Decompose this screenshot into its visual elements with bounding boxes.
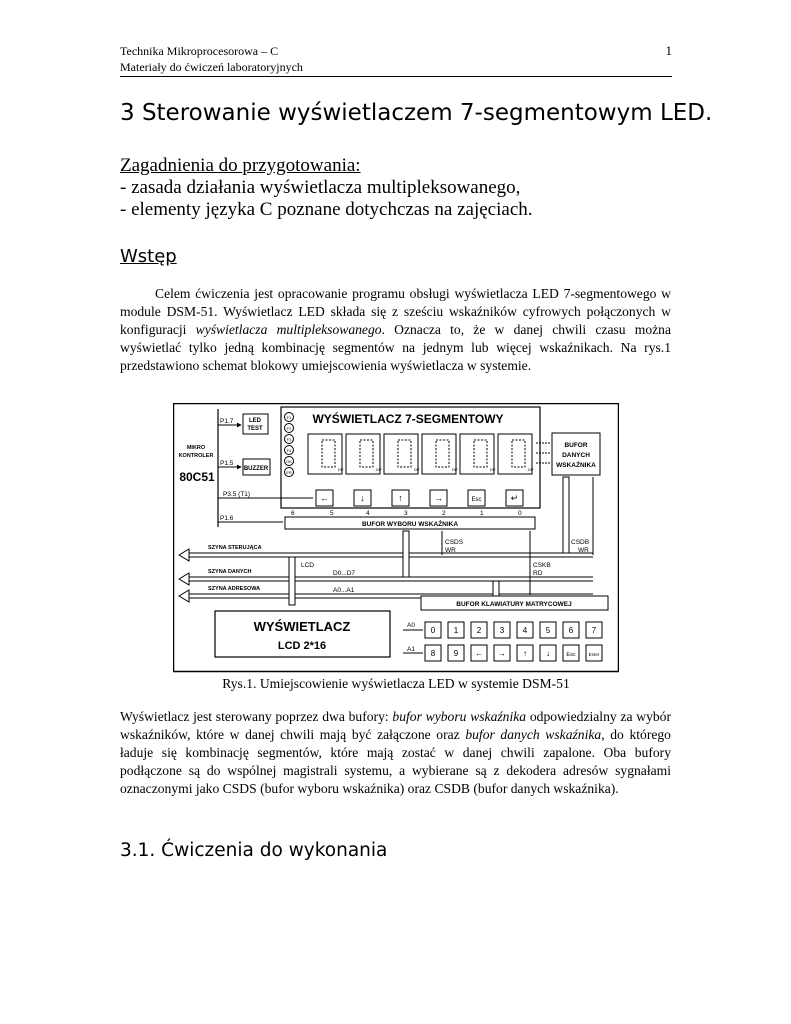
header-line-2: Materiały do ćwiczeń laboratoryjnych	[120, 60, 303, 74]
signal-label: CSDS	[445, 539, 464, 546]
preparation-item: - zasada działania wyświetlacza multipleksowanego,	[120, 177, 521, 198]
figure-caption: Rys.1. Umiejscowienie wyświetlacza LED w systemie DSM-51	[222, 676, 570, 691]
mcu-chip: 80C51	[179, 470, 215, 484]
preparation-heading: Zagadnienia do przygotowania:	[120, 155, 361, 176]
svg-text:3: 3	[404, 510, 408, 517]
port-label: P1.7	[220, 418, 234, 425]
led-test-label: LED	[249, 418, 261, 424]
svg-text:↓: ↓	[546, 649, 550, 658]
intro-emphasis: wyświetlacza multipleksowanego	[195, 322, 382, 337]
svg-text:←: ←	[475, 649, 483, 658]
preparation-block	[120, 155, 533, 221]
bus-label: SZYNA DANYCH	[208, 569, 252, 575]
svg-text:↑: ↑	[523, 649, 527, 658]
data-buffer-label: WSKAŹNIKA	[556, 462, 596, 469]
svg-text:1: 1	[480, 510, 484, 517]
svg-text:F4: F4	[286, 448, 292, 453]
bus-label: SZYNA STERUJĄCA	[208, 545, 262, 551]
intro-text: . Oznacza to, że w danej chwili czasu można wyświetlać tylko jedną kombinację segmentów na jednym lub więcej wskaźnikach. Na rys.1 przedstawiono schemat blokowy umiejscowienia wyświetlacza w systemie.	[120, 322, 671, 373]
buzzer-label: BUZZER	[243, 466, 269, 472]
page-header	[120, 43, 672, 75]
signal-label: RD	[533, 570, 543, 577]
body-paragraph	[120, 708, 671, 798]
mcu-label: MIKRO	[186, 445, 206, 451]
body-emphasis: bufor danych wskaźnika	[465, 727, 602, 742]
svg-text:DP: DP	[452, 467, 458, 472]
svg-text:DP: DP	[414, 467, 420, 472]
data-buffer-label: BUFOR	[564, 442, 588, 449]
signal-label: A1	[407, 646, 415, 653]
svg-text:Esc: Esc	[566, 652, 576, 658]
block-diagram	[173, 403, 619, 673]
svg-text:9: 9	[453, 649, 459, 658]
page-number: 1	[665, 43, 672, 58]
svg-text:6: 6	[568, 626, 574, 635]
led-display-label: WYŚWIETLACZ 7-SEGMENTOWY	[312, 412, 504, 426]
svg-text:DP: DP	[376, 467, 382, 472]
svg-text:8: 8	[430, 649, 436, 658]
svg-text:ER: ER	[286, 470, 292, 475]
port-label: P3.5 (T1)	[223, 491, 251, 498]
svg-text:4: 4	[522, 626, 528, 635]
svg-text:2: 2	[476, 626, 482, 635]
body-text: , do którego ładuje się kombinację segmentów, które mają zostać w danej chwili zapalone. Oba bufory podłączone są do wspólnej magistrali systemu, a wybierane są z dekodera adresów sygnałami oznaczonymi jako CSDS (bufor wyboru wskaźnika) oraz CSDB (bufor danych wskaźnika).	[120, 727, 671, 796]
svg-text:F3: F3	[286, 437, 292, 442]
svg-text:←: ←	[320, 493, 329, 503]
svg-text:4: 4	[366, 510, 370, 517]
svg-text:2: 2	[442, 510, 446, 517]
intro-text: Celem ćwiczenia jest opracowanie programu obsługi wyświetlacza LED 7-segmentowego w module DSM-51. Wyświetlacz LED składa się z sześciu wskaźników cyfrowych połączonych w konfiguracji	[120, 286, 671, 337]
select-buffer-label: BUFOR WYBORU WSKAŹNIKA	[361, 521, 459, 528]
signal-label: CSDB	[571, 539, 590, 546]
svg-text:F2: F2	[286, 426, 292, 431]
svg-text:Esc: Esc	[471, 497, 482, 503]
signal-label: A0	[407, 622, 415, 629]
signal-label: WR	[578, 547, 589, 554]
mcu-label: KONTROLER	[178, 453, 214, 459]
lcd-label: WYŚWIETLACZ	[253, 619, 351, 634]
svg-text:↓: ↓	[360, 493, 365, 503]
svg-text:5: 5	[330, 510, 334, 517]
svg-text:5: 5	[545, 626, 551, 635]
body-text: odpowiedzialny za wybór wskaźników, które w danej chwili mają być załączone oraz	[120, 709, 672, 742]
intro-paragraph	[120, 285, 671, 375]
svg-text:6: 6	[291, 510, 295, 517]
svg-text:↑: ↑	[398, 493, 403, 503]
svg-text:DP: DP	[528, 467, 534, 472]
bus-label: SZYNA ADRESOWA	[208, 586, 261, 592]
data-buffer-label: DANYCH	[562, 452, 590, 459]
svg-text:DP: DP	[338, 467, 344, 472]
lcd-label: LCD 2*16	[277, 640, 327, 652]
intro-heading: Wstęp	[120, 246, 177, 267]
svg-text:→: →	[434, 493, 443, 503]
svg-text:DP: DP	[490, 467, 496, 472]
svg-text:7: 7	[591, 626, 597, 635]
header-line-1: Technika Mikroprocesorowa – C	[120, 44, 279, 58]
signal-label: WR	[445, 547, 456, 554]
chapter-title: 3 Sterowanie wyświetlaczem 7-segmentowym LED.	[120, 100, 713, 126]
preparation-item: - elementy języka C poznane dotychczas na zajęciach.	[120, 199, 533, 220]
svg-text:F1: F1	[286, 415, 292, 420]
body-emphasis: bufor wyboru wskaźnika	[392, 709, 527, 724]
svg-text:→: →	[498, 649, 506, 658]
signal-label: A0...A1	[333, 587, 355, 594]
section-heading: 3.1. Ćwiczenia do wykonania	[120, 840, 388, 861]
led-test-label: TEST	[247, 426, 263, 432]
signal-label: CSKB	[533, 562, 551, 569]
keyboard-buffer-label: BUFOR KLAWIATURY MATRYCOWEJ	[456, 601, 572, 608]
svg-text:↵: ↵	[510, 493, 519, 503]
svg-text:OK: OK	[286, 459, 292, 464]
svg-text:3: 3	[499, 626, 505, 635]
signal-label: LCD	[301, 562, 315, 569]
svg-text:0: 0	[518, 510, 522, 517]
svg-text:0: 0	[430, 626, 436, 635]
svg-text:Enter: Enter	[588, 652, 600, 657]
header-rule	[120, 76, 672, 77]
port-label: P1.6	[220, 515, 234, 522]
port-label: P1.5	[220, 460, 234, 467]
body-text: Wyświetlacz jest sterowany poprzez dwa bufory:	[120, 709, 393, 724]
svg-text:1: 1	[453, 626, 459, 635]
signal-label: D0...D7	[333, 570, 356, 577]
